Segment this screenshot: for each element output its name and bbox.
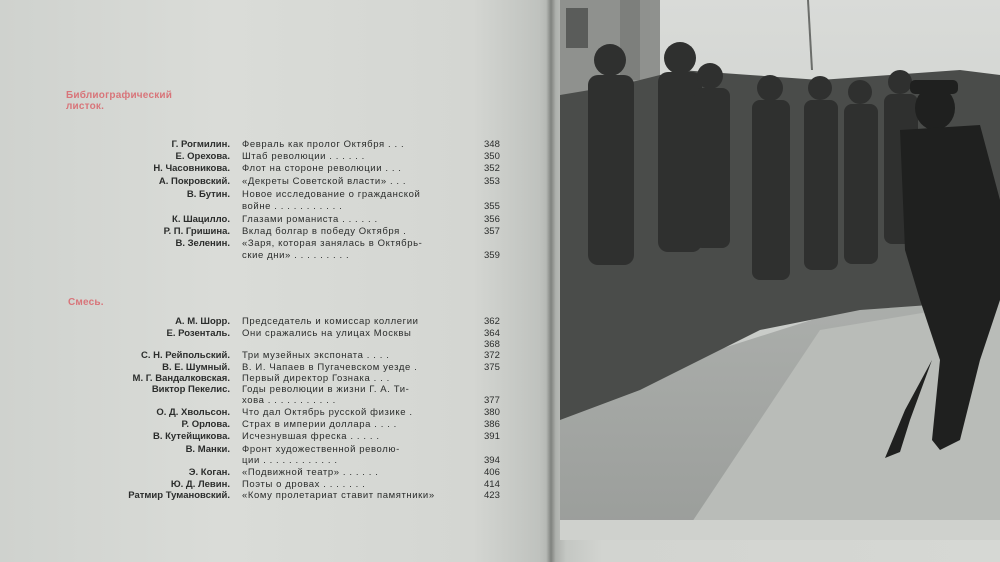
toc-author: В. Е. Шумный. xyxy=(162,362,230,373)
toc-entry xyxy=(60,467,520,478)
toc-title: ции . . . . . . . . . . . . xyxy=(242,455,338,466)
toc-page: 357 xyxy=(484,226,500,237)
toc-entry xyxy=(60,362,520,373)
toc-page: 356 xyxy=(484,214,500,225)
toc-author: Е. Орехова. xyxy=(175,151,230,162)
toc-title: Поэты о дровах . . . . . . . xyxy=(242,479,366,490)
toc-page: 368 xyxy=(484,339,500,350)
toc-page: 359 xyxy=(484,250,500,261)
toc-title: Первый директор Гознака . . . xyxy=(242,373,390,384)
toc-entry xyxy=(60,176,520,187)
section-title-line-2: листок. xyxy=(66,101,105,112)
toc-entry xyxy=(60,490,520,501)
toc-title: «Заря, которая занялась в Октябрь- xyxy=(242,238,423,249)
toc-author: М. Г. Вандалковская. xyxy=(132,373,230,384)
toc-author: Е. Розенталь. xyxy=(166,328,230,339)
toc-title: В. И. Чапаев в Пугачевском уезде . xyxy=(242,362,418,373)
toc-page: 350 xyxy=(484,151,500,162)
toc-author: Р. П. Гришина. xyxy=(163,226,230,237)
toc-page: 380 xyxy=(484,407,500,418)
toc-author: О. Д. Хвольсон. xyxy=(156,407,230,418)
toc-author: Ю. Д. Левин. xyxy=(170,479,230,490)
toc-entry xyxy=(60,139,520,150)
toc-title: Страх в империи доллара . . . . xyxy=(242,419,397,430)
toc-entry xyxy=(60,395,520,406)
toc-title: «Кому пролетариат ставит памятники» xyxy=(242,490,435,501)
toc-entry xyxy=(60,328,520,339)
toc-page: 406 xyxy=(484,467,500,478)
toc-title: Три музейных экспоната . . . . xyxy=(242,350,390,361)
section-title-bibliography xyxy=(66,90,172,112)
toc-page: 362 xyxy=(484,316,500,327)
toc-entry xyxy=(60,455,520,466)
toc-entry xyxy=(60,339,520,350)
toc-author: Г. Рогмилин. xyxy=(171,139,230,150)
toc-entry xyxy=(60,384,520,395)
section-title-miscellany: Смесь. xyxy=(68,297,104,308)
book-spine xyxy=(546,0,556,562)
toc-author: Э. Коган. xyxy=(188,467,230,478)
toc-title: Фронт художественной револю- xyxy=(242,444,400,455)
photograph-soldiers-icon xyxy=(560,0,1000,540)
toc-page: 377 xyxy=(484,395,500,406)
toc-page: 414 xyxy=(484,479,500,490)
toc-author: К. Шацилло. xyxy=(172,214,230,225)
toc-page: 353 xyxy=(484,176,500,187)
toc-author: Виктор Пекелис. xyxy=(151,384,230,395)
toc-page: 352 xyxy=(484,163,500,174)
toc-title: Новое исследование о гражданской xyxy=(242,189,421,200)
toc-entry xyxy=(60,189,520,200)
toc-page: 394 xyxy=(484,455,500,466)
toc-entry xyxy=(60,407,520,418)
toc-title: Председатель и комиссар коллегии xyxy=(242,316,419,327)
toc-page: 364 xyxy=(484,328,500,339)
toc-page: 372 xyxy=(484,350,500,361)
toc-entry xyxy=(60,226,520,237)
section-title-line-1: Библиографический xyxy=(66,90,173,101)
toc-page: 375 xyxy=(484,362,500,373)
toc-entry xyxy=(60,479,520,490)
toc-entry xyxy=(60,373,520,384)
toc-entry xyxy=(60,444,520,455)
toc-page: 423 xyxy=(484,490,500,501)
toc-title: Вклад болгар в победу Октября . xyxy=(242,226,407,237)
toc-title: Исчезнувшая фреска . . . . . xyxy=(242,431,380,442)
toc-entry xyxy=(60,431,520,442)
toc-title: «Подвижной театр» . . . . . . xyxy=(242,467,379,478)
toc-entry xyxy=(60,350,520,361)
toc-author: В. Зеленин. xyxy=(175,238,230,249)
toc-entry xyxy=(60,419,520,430)
toc-entry xyxy=(60,238,520,249)
toc-title: «Декреты Советской власти» . . . xyxy=(242,176,407,187)
toc-author: А. Покровский. xyxy=(158,176,230,187)
toc-title: хова . . . . . . . . . . . xyxy=(242,395,336,406)
toc-author: Н. Часовникова. xyxy=(153,163,230,174)
toc-entry xyxy=(60,250,520,261)
toc-title: ские дни» . . . . . . . . . xyxy=(242,250,350,261)
toc-title: Февраль как пролог Октября . . . xyxy=(242,139,405,150)
toc-entry xyxy=(60,214,520,225)
toc-entry xyxy=(60,151,520,162)
toc-title: Они сражались на улицах Москвы xyxy=(242,328,412,339)
toc-title: Флот на стороне революции . . . xyxy=(242,163,402,174)
photograph xyxy=(560,0,1000,540)
toc-page: 391 xyxy=(484,431,500,442)
toc-author: С. Н. Рейпольский. xyxy=(140,350,230,361)
toc-entry xyxy=(60,201,520,212)
toc-author: А. М. Шорр. xyxy=(175,316,230,327)
toc-title: Штаб революции . . . . . . xyxy=(242,151,365,162)
toc-author: Ратмир Тумановский. xyxy=(128,490,230,501)
toc-title: Что дал Октябрь русской физике . xyxy=(242,407,413,418)
toc-author: В. Кутейщикова. xyxy=(152,431,230,442)
toc-author: В. Манки. xyxy=(185,444,230,455)
toc-title: Глазами романиста . . . . . . xyxy=(242,214,378,225)
toc-title: войне . . . . . . . . . . . xyxy=(242,201,343,212)
toc-entry xyxy=(60,163,520,174)
toc-page: 386 xyxy=(484,419,500,430)
toc-title: Годы революции в жизни Г. А. Ти- xyxy=(242,384,410,395)
toc-page: 348 xyxy=(484,139,500,150)
toc-page: 355 xyxy=(484,201,500,212)
toc-author: В. Бутин. xyxy=(186,189,230,200)
toc-entry xyxy=(60,316,520,327)
toc-author: Р. Орлова. xyxy=(181,419,230,430)
